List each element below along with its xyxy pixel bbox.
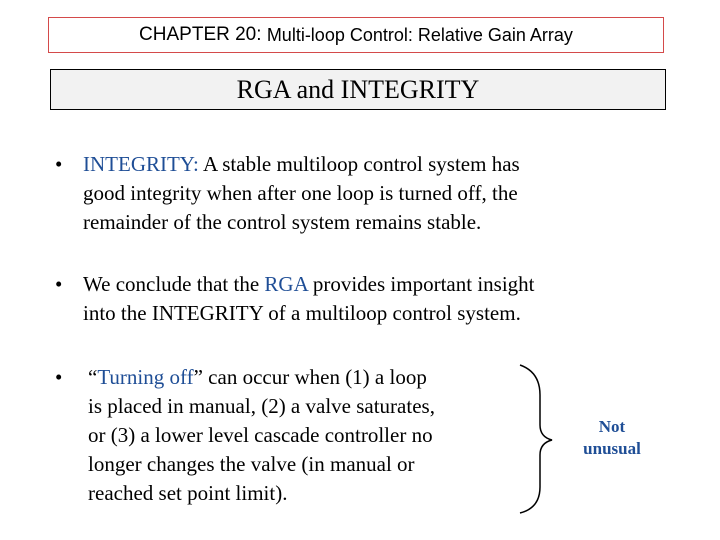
bullet-line: longer changes the valve (in manual or [88, 452, 415, 476]
side-note-line: unusual [583, 439, 641, 458]
slide-title-text: RGA and INTEGRITY [236, 74, 480, 104]
integrity-term: INTEGRITY: [83, 152, 199, 176]
bullet-line: INTEGRITY: A stable multiloop control system has [83, 152, 520, 176]
bullet-line: into the INTEGRITY of a multiloop control system. [83, 301, 521, 325]
bullet-marker: • [55, 272, 63, 296]
turning-off-term: Turning off [97, 365, 194, 389]
bullet-marker: • [55, 152, 63, 176]
bullet-marker: • [55, 365, 63, 389]
side-note-line: Not [598, 417, 626, 436]
bullet-line: “Turning off” can occur when (1) a loop [88, 365, 427, 389]
chapter-prefix: CHAPTER 20: [139, 24, 262, 45]
bullet-line: We conclude that the RGA provides important insight [83, 272, 535, 296]
curly-brace [520, 365, 552, 513]
bullet-line: or (3) a lower level cascade controller no [88, 423, 433, 447]
bullet-line: reached set point limit). [88, 481, 288, 505]
side-note [572, 416, 652, 460]
bullet-line: good integrity when after one loop is turned off, the [83, 181, 518, 205]
chapter-title: Multi-loop Control: Relative Gain Array [266, 24, 573, 45]
bullet-line: remainder of the control system remains stable. [83, 210, 482, 234]
rga-term: RGA [264, 272, 308, 296]
bullet-line: is placed in manual, (2) a valve saturates, [88, 394, 435, 418]
